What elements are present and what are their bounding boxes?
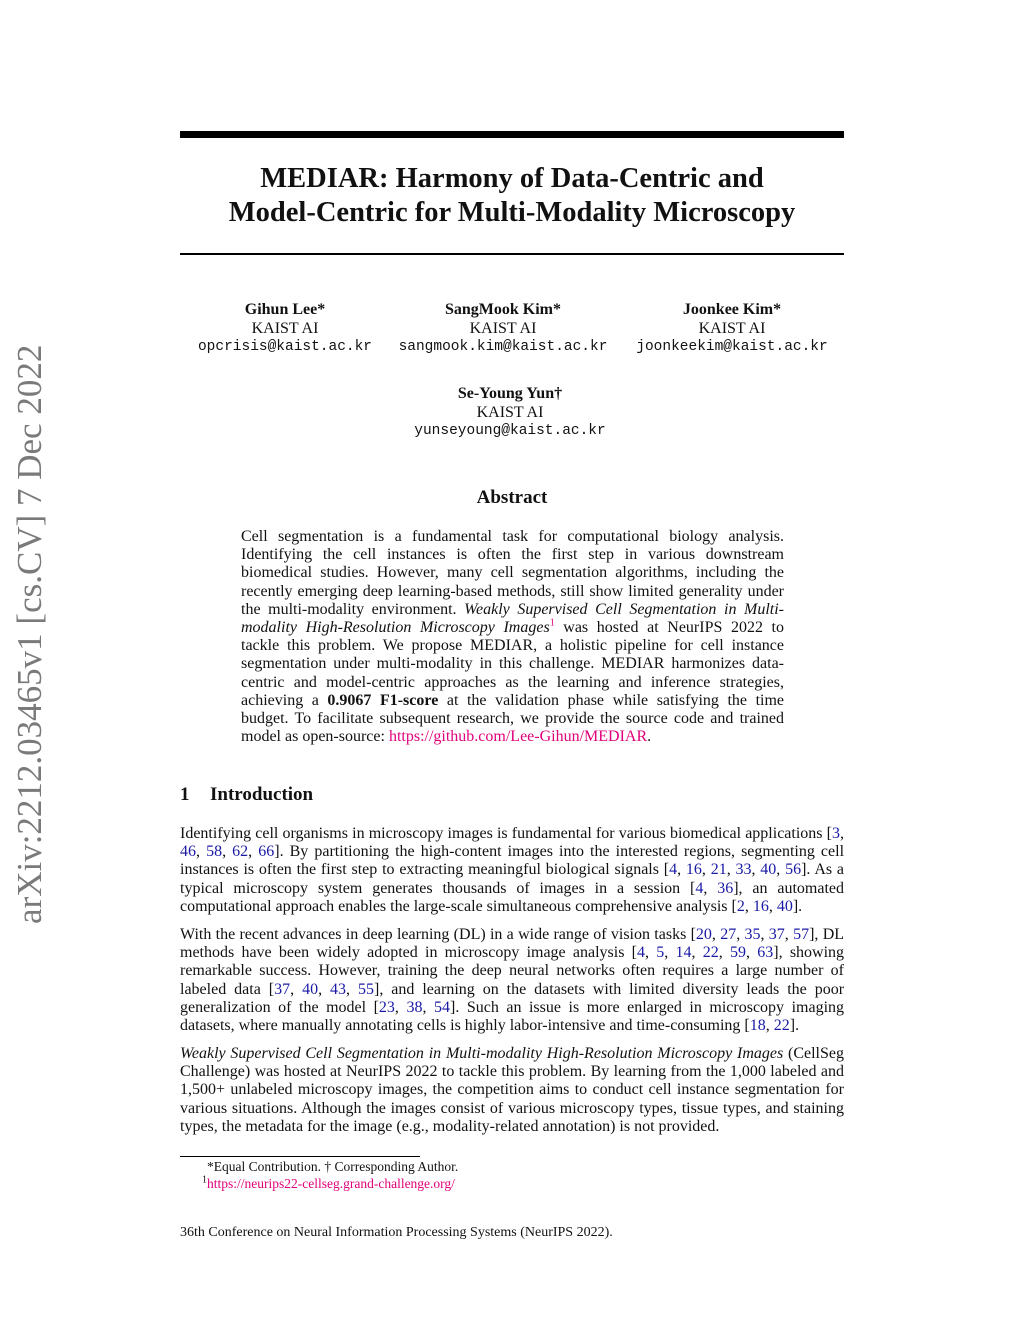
venue-line: 36th Conference on Neural Information Processing Systems (NeurIPS 2022). [180,1225,613,1240]
paragraph-text: , [776,861,786,879]
section-number: 1 [180,784,190,805]
abstract-text: Cell segmentation is a fundamental task for computational biology analysis. Identifying the cell instances is often the first step in various downstream biomedical studies. However, many cell segmentation algorithms, including the recently emerging deep learning-based methods, still show limited generality under the multi-modality environment. [241,528,784,618]
citation-link[interactable]: 66 [258,843,275,861]
paper-title [180,162,844,230]
paragraph-text: ]. By partitioning the high-content images into the interested regions, segmenting cell instances is often the first step to extracting meaningful biological signals [ [180,843,845,879]
paragraph-text: , [422,998,434,1016]
paragraph-text: , [645,944,657,962]
citation-link[interactable]: 16 [685,861,702,879]
paragraph-text: ]. [792,897,803,915]
footnote-1 [180,1175,844,1192]
abstract-text: . [647,728,652,746]
author-block [190,300,380,357]
author-name: Gihun Lee* [244,301,326,318]
citation-link[interactable]: 40 [760,861,777,879]
citation-link[interactable]: 20 [695,926,712,943]
citation-link[interactable]: 33 [735,861,752,879]
abstract-heading: Abstract [476,487,548,508]
citation-link[interactable]: 37 [768,926,785,943]
author-email[interactable]: joonkeekim@kaist.ac.kr [636,339,828,355]
author-block [392,300,614,357]
citation-link[interactable]: 27 [720,926,737,943]
paragraph-text: ], DL methods have been widely adopted in microscopy image analysis [ [180,926,845,962]
abstract-text: was hosted at NeurIPS 2022 to tackle this problem. We propose MEDIAR, a holistic pipeline for cell instance segmentation under multi-modality in this challenge. MEDIAR harmonizes data-centric and model-centric approaches as the learning and inference strategies, achieving a [241,619,784,709]
challenge-link[interactable]: https://neurips22-cellseg.grand-challenge.org/ [207,1176,455,1191]
citation-link[interactable]: 5 [656,944,665,962]
citation-link[interactable]: 22 [702,944,719,962]
title-line-2: Model-Centric for Multi-Modality Microscopy [228,197,796,228]
citation-link[interactable]: 3 [832,825,840,842]
citation-link[interactable]: 4 [695,879,704,897]
author-affiliation: KAIST AI [469,320,537,337]
paragraph-text: , [711,926,721,943]
author-name: Joonkee Kim* [682,301,782,318]
citation-link[interactable]: 40 [776,897,793,915]
paragraph-text: , [664,944,676,962]
paragraph-text: , [840,825,844,842]
arxiv-side-label: arXiv:2212.03465v1 [cs.CV] 7 Dec 2022 [10,344,49,924]
paragraph-text: , [691,944,703,962]
title-bottom-rule [180,253,844,255]
footnote-equal: *Equal Contribution. † Corresponding Author. [207,1159,459,1174]
author-name: SangMook Kim* [444,301,561,318]
github-link[interactable]: https://github.com/Lee-Gihun/MEDIAR [388,728,648,746]
paragraph-text: , [760,926,769,943]
citation-link[interactable]: 54 [433,998,450,1016]
citation-link[interactable]: 18 [749,1017,766,1035]
citation-link[interactable]: 16 [752,897,769,915]
author-block [630,300,834,357]
paragraph-text: , [677,861,686,879]
citation-link[interactable]: 36 [717,879,734,897]
citation-link[interactable]: 62 [232,843,249,861]
author-affiliation: KAIST AI [698,320,766,337]
paragraph-text: ]. Such an issue is more enlarged in microscopy imaging datasets, where manually annotating cells is highly labor-intensive and time-consuming [ [180,998,845,1035]
challenge-title: Weakly Supervised Cell Segmentation in Multi-modality High-Resolution Microscopy Images [241,600,785,637]
citation-link[interactable]: 38 [406,998,423,1016]
citation-link[interactable]: 21 [710,861,727,879]
abstract-body [241,528,784,746]
paragraph-text: , [703,879,718,897]
author-email[interactable]: opcrisis@kaist.ac.kr [197,339,373,355]
paragraph-text: , [768,897,777,915]
intro-paragraph-3 [180,1045,844,1136]
title-top-rule [180,131,844,138]
paragraph-text: , [751,861,761,879]
citation-link[interactable]: 58 [206,843,223,861]
paragraph-text: , [346,980,358,998]
citation-link[interactable]: 35 [744,926,761,943]
paragraph-text: ], showing remarkable success. However, training the deep neural networks often requires a large number of labeled data [ [180,944,845,998]
intro-paragraph-1 [180,825,844,916]
paragraph-text: With the recent advances in deep learning (DL) in a wide range of vision tasks [ [180,926,696,943]
citation-link[interactable]: 43 [330,980,347,998]
paragraph-text: Identifying cell organisms in microscopy images is fundamental for various biomedical applications [ [180,825,832,842]
author-block [405,384,615,441]
citation-link[interactable]: 55 [358,980,374,998]
footnote-rule [180,1156,420,1157]
intro-paragraph-2 [180,926,844,1035]
citation-link[interactable]: 46 [180,843,196,861]
paragraph-text: , [701,861,711,879]
paragraph-text: , [784,926,794,943]
citation-link[interactable]: 59 [730,944,747,962]
author-name: Se-Young Yun† [457,385,563,402]
author-email[interactable]: sangmook.kim@kaist.ac.kr [398,339,608,355]
citation-link[interactable]: 63 [757,944,774,962]
paragraph-text: , [290,980,303,998]
citation-link[interactable]: 4 [637,944,646,962]
citation-link[interactable]: 22 [773,1017,790,1035]
citation-link[interactable]: 56 [785,861,802,879]
author-affiliation: KAIST AI [251,320,319,337]
paragraph-text: , [318,980,331,998]
paragraph-text: , [744,897,753,915]
footnote-number: 1 [202,1174,207,1186]
footnote-mark[interactable]: 1 [549,617,555,629]
title-line-1: MEDIAR: Harmony of Data-Centric and [260,163,764,194]
paragraph-text: ], and learning on the datasets with limited diversity leads the poor generalization of the model [ [180,980,845,1016]
section-heading [180,784,313,806]
paragraph-text: , [248,843,259,861]
paragraph-text: , [394,998,407,1016]
abstract-text: at the validation phase while satisfying the time budget. To facilitate subsequent research, we provide the source code and trained model as open-source: [241,691,785,746]
paragraph-text: , [765,1017,774,1035]
author-affiliation: KAIST AI [476,404,544,421]
paragraph-text: ], an automated computational approach enables the large-scale simultaneous comprehensive analysis [ [180,879,845,915]
paragraph-text: , [746,944,758,962]
challenge-title: Weakly Supervised Cell Segmentation in Multi-modality High-Resolution Microscopy Images [180,1045,784,1062]
citation-link[interactable]: 2 [736,897,745,915]
paragraph-text: , [196,843,207,861]
citation-link[interactable]: 14 [675,944,692,962]
f1-score: 0.9067 F1-score [327,691,439,709]
citation-link[interactable]: 40 [302,980,319,998]
paragraph-text: ]. [789,1017,800,1035]
citation-link[interactable]: 4 [669,861,678,879]
author-email[interactable]: yunseyoung@kaist.ac.kr [414,423,606,439]
paragraph-text: , [718,944,731,962]
citation-link[interactable]: 57 [793,926,810,943]
section-title: Introduction [210,784,314,805]
paragraph-text: ]. As a typical microscopy system generates thousands of images in a session [ [180,861,844,897]
citation-link[interactable]: 23 [378,998,395,1016]
citation-link[interactable]: 37 [274,980,291,998]
paragraph-text: , [222,843,233,861]
paragraph-text: (CellSeg Challenge) was hosted at NeurIPS 2022 to tackle this problem. By learning from the 1,000 labeled and 1,500+ unlabeled microscopy images, the competition aims to conduct cell instance segmentation for various situations. Although the images consist of various microscopy types, tissue types, and staining types, the metadata for the image (e.g., modality-related annotation) is not provided. [180,1045,844,1135]
paragraph-text: , [726,861,736,879]
paragraph-text: , [736,926,745,943]
